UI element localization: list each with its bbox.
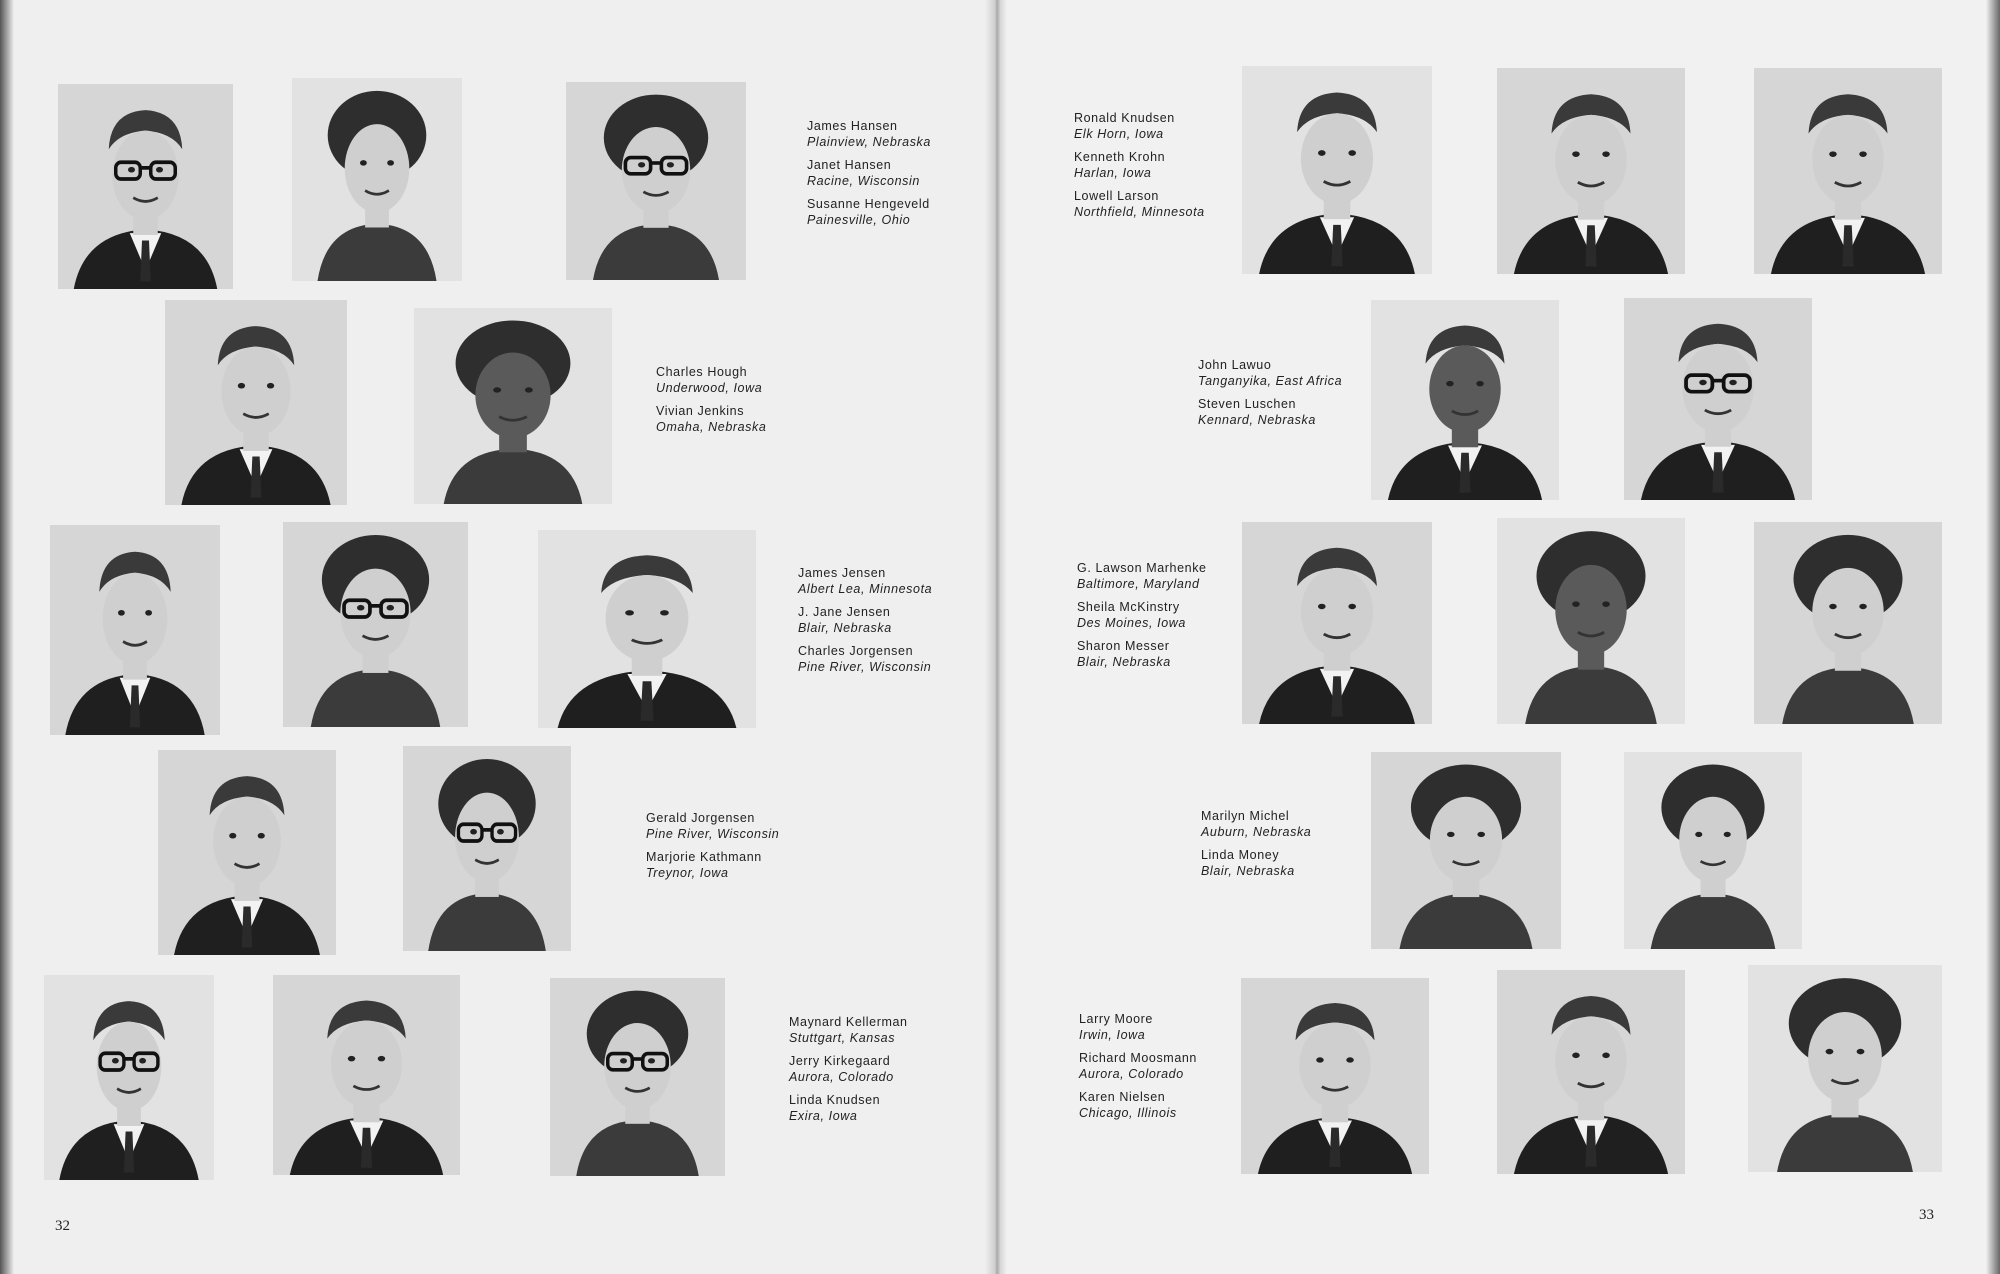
student-name: Linda Money xyxy=(1201,848,1280,862)
student-portrait xyxy=(403,746,571,951)
caption-group-1 xyxy=(807,118,931,235)
student-hometown: Treynor, Iowa xyxy=(646,866,729,880)
student-name: Lowell Larson xyxy=(1074,189,1159,203)
student-portrait xyxy=(1371,752,1561,949)
student-hometown: Blair, Nebraska xyxy=(1201,864,1295,878)
student-entry xyxy=(1074,110,1205,142)
student-entry xyxy=(1077,638,1207,670)
student-name: J. Jane Jensen xyxy=(798,605,891,619)
student-name: John Lawuo xyxy=(1198,358,1272,372)
student-portrait xyxy=(158,750,336,955)
student-entry xyxy=(1201,808,1311,840)
student-entry xyxy=(789,1014,908,1046)
student-entry xyxy=(798,565,932,597)
student-name: Karen Nielsen xyxy=(1079,1090,1166,1104)
student-name: Linda Knudsen xyxy=(789,1093,881,1107)
student-portrait xyxy=(1624,752,1802,949)
student-portrait xyxy=(1754,522,1942,724)
student-portrait xyxy=(58,84,233,289)
student-hometown: Aurora, Colorado xyxy=(1079,1067,1184,1081)
student-portrait xyxy=(1754,68,1942,274)
student-hometown: Stuttgart, Kansas xyxy=(789,1031,896,1045)
student-hometown: Underwood, Iowa xyxy=(656,381,763,395)
student-entry xyxy=(798,604,932,636)
student-hometown: Blair, Nebraska xyxy=(1077,655,1171,669)
student-portrait xyxy=(414,308,612,504)
student-entry xyxy=(646,810,779,842)
student-name: Ronald Knudsen xyxy=(1074,111,1175,125)
student-entry xyxy=(656,403,766,435)
student-portrait xyxy=(1748,965,1942,1172)
student-portrait xyxy=(538,530,756,728)
student-name: Kenneth Krohn xyxy=(1074,150,1166,164)
caption-group-9 xyxy=(1201,808,1311,886)
student-name: Sheila McKinstry xyxy=(1077,600,1180,614)
student-hometown: Painesville, Ohio xyxy=(807,213,911,227)
student-portrait xyxy=(292,78,462,281)
student-hometown: Auburn, Nebraska xyxy=(1201,825,1312,839)
student-name: Richard Moosmann xyxy=(1079,1051,1197,1065)
student-portrait xyxy=(1497,68,1685,274)
student-name: James Jensen xyxy=(798,566,886,580)
student-entry xyxy=(1201,847,1311,879)
student-portrait xyxy=(44,975,214,1180)
student-name: Charles Jorgensen xyxy=(798,644,914,658)
right-page-edge xyxy=(1986,0,2000,1274)
student-entry xyxy=(807,118,931,150)
student-portrait xyxy=(1242,66,1432,274)
student-portrait xyxy=(165,300,347,505)
student-name: Maynard Kellerman xyxy=(789,1015,908,1029)
student-entry xyxy=(789,1053,908,1085)
student-hometown: Irwin, Iowa xyxy=(1079,1028,1146,1042)
student-hometown: Northfield, Minnesota xyxy=(1074,205,1205,219)
student-name: Marjorie Kathmann xyxy=(646,850,762,864)
student-portrait xyxy=(1371,300,1559,500)
caption-group-7 xyxy=(1198,357,1342,435)
student-name: G. Lawson Marhenke xyxy=(1077,561,1207,575)
student-hometown: Chicago, Illinois xyxy=(1079,1106,1177,1120)
student-entry xyxy=(1079,1011,1197,1043)
book-spine xyxy=(985,0,1007,1274)
student-name: Gerald Jorgensen xyxy=(646,811,755,825)
caption-group-3 xyxy=(798,565,932,682)
student-entry xyxy=(1077,560,1207,592)
student-entry xyxy=(656,364,766,396)
student-entry xyxy=(1198,396,1342,428)
student-name: Janet Hansen xyxy=(807,158,892,172)
caption-group-5 xyxy=(789,1014,908,1131)
right-page-number: 33 xyxy=(1919,1207,1934,1223)
student-name: Susanne Hengeveld xyxy=(807,197,930,211)
student-hometown: Aurora, Colorado xyxy=(789,1070,894,1084)
student-portrait xyxy=(1241,978,1429,1174)
student-hometown: Tanganyika, East Africa xyxy=(1198,374,1343,388)
student-hometown: Blair, Nebraska xyxy=(798,621,892,635)
student-portrait xyxy=(1497,970,1685,1174)
student-portrait xyxy=(550,978,725,1176)
student-hometown: Des Moines, Iowa xyxy=(1077,616,1186,630)
student-hometown: Plainview, Nebraska xyxy=(807,135,931,149)
student-hometown: Pine River, Wisconsin xyxy=(646,827,780,841)
student-name: Vivian Jenkins xyxy=(656,404,745,418)
student-entry xyxy=(789,1092,908,1124)
student-portrait xyxy=(283,522,468,727)
student-hometown: Albert Lea, Minnesota xyxy=(798,582,933,596)
student-portrait xyxy=(1497,518,1685,724)
student-hometown: Harlan, Iowa xyxy=(1074,166,1152,180)
student-hometown: Elk Horn, Iowa xyxy=(1074,127,1164,141)
student-hometown: Baltimore, Maryland xyxy=(1077,577,1200,591)
caption-group-6 xyxy=(1074,110,1205,227)
caption-group-4 xyxy=(646,810,779,888)
student-name: Larry Moore xyxy=(1079,1012,1153,1026)
left-page-edge xyxy=(0,0,14,1274)
student-entry xyxy=(1079,1050,1197,1082)
student-entry xyxy=(807,157,931,189)
caption-group-2 xyxy=(656,364,766,442)
student-entry xyxy=(807,196,931,228)
student-entry xyxy=(1198,357,1342,389)
student-hometown: Exira, Iowa xyxy=(789,1109,858,1123)
student-portrait xyxy=(1624,298,1812,500)
student-portrait xyxy=(566,82,746,280)
student-hometown: Racine, Wisconsin xyxy=(807,174,920,188)
student-name: Charles Hough xyxy=(656,365,748,379)
student-entry xyxy=(1079,1089,1197,1121)
student-portrait xyxy=(1242,522,1432,724)
student-name: Jerry Kirkegaard xyxy=(789,1054,891,1068)
student-portrait xyxy=(273,975,460,1175)
student-hometown: Pine River, Wisconsin xyxy=(798,660,932,674)
caption-group-10 xyxy=(1079,1011,1197,1128)
student-entry xyxy=(1074,149,1205,181)
student-portrait xyxy=(50,525,220,735)
student-entry xyxy=(646,849,779,881)
student-hometown: Kennard, Nebraska xyxy=(1198,413,1316,427)
student-name: Marilyn Michel xyxy=(1201,809,1290,823)
left-page-number: 32 xyxy=(55,1218,70,1234)
student-hometown: Omaha, Nebraska xyxy=(656,420,767,434)
student-entry xyxy=(1077,599,1207,631)
student-name: James Hansen xyxy=(807,119,898,133)
student-entry xyxy=(798,643,932,675)
student-name: Steven Luschen xyxy=(1198,397,1297,411)
student-entry xyxy=(1074,188,1205,220)
caption-group-8 xyxy=(1077,560,1207,677)
student-name: Sharon Messer xyxy=(1077,639,1170,653)
